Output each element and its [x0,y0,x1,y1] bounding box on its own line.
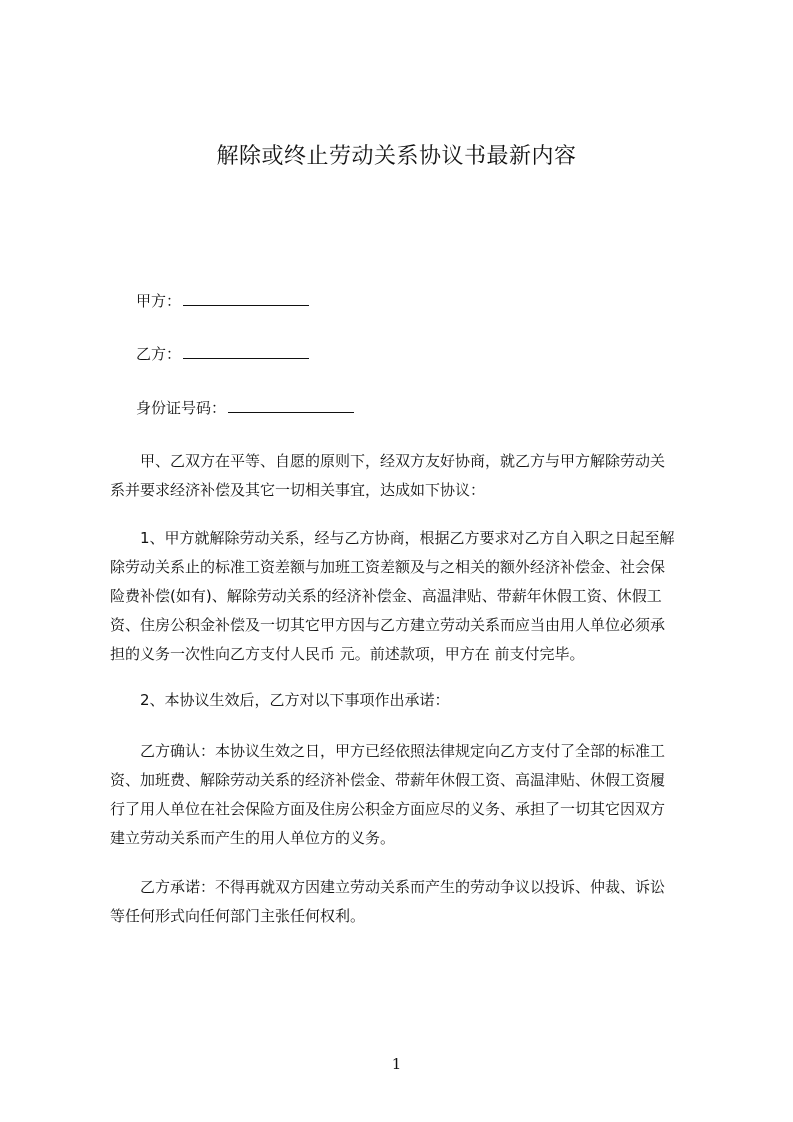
paragraph-line: 系并要求经济补偿及其它一切相关事宜，达成如下协议： [110,481,486,499]
paragraph-line: 乙方承诺：不得再就双方因建立劳动关系而产生的劳动争议以投诉、仲裁、诉讼 [110,878,666,896]
party-a-blank-line [183,291,309,306]
paragraph-line: 等任何形式向任何部门主张任何权利。 [110,907,366,925]
confirmation-paragraph [110,737,710,853]
party-b-field [136,343,309,365]
document-title: 解除或终止劳动关系协议书最新内容 [216,144,577,169]
party-a-label: 甲方： [136,292,182,310]
commitment-paragraph [110,873,710,931]
paragraph-line: 甲、乙双方在平等、自愿的原则下，经双方友好协商，就乙方与甲方解除劳动关 [110,452,666,470]
id-number-field [136,397,354,419]
id-number-label: 身份证号码： [136,399,227,417]
paragraph-line: 乙方确认：本协议生效之日，甲方已经依照法律规定向乙方支付了全部的标准工 [110,742,666,760]
party-b-blank-line [183,344,309,359]
paragraph-line: 2、本协议生效后，乙方对以下事项作出承诺： [110,691,450,709]
clause-1-paragraph [110,524,710,669]
paragraph-line: 资、住房公积金补偿及一切其它甲方因与乙方建立劳动关系而应当由用人单位必须承 [110,616,666,634]
paragraph-line: 担的义务一次性向乙方支付人民币 元。前述款项，甲方在 前支付完毕。 [110,645,585,663]
party-b-label: 乙方： [136,345,182,363]
paragraph-line: 资、加班费、解除劳动关系的经济补偿金、带薪年休假工资、高温津贴、休假工资履 [110,771,666,789]
paragraph-line: 除劳动关系止的标准工资差额与加班工资差额及与之相关的额外经济补偿金、社会保 [110,558,666,576]
clause-2-paragraph [110,686,710,715]
paragraph-line: 险费补偿(如有)、解除劳动关系的经济补偿金、高温津贴、带薪年休假工资、休假工 [110,587,662,605]
page-number: 1 [391,1055,402,1073]
paragraph-line: 行了用人单位在社会保险方面及住房公积金方面应尽的义务、承担了一切其它因双方 [110,800,666,818]
paragraph-line: 建立劳动关系而产生的用人单位方的义务。 [110,829,396,847]
party-a-field [136,290,309,312]
intro-paragraph [110,447,710,505]
id-number-blank-line [228,398,354,413]
paragraph-line: 1、甲方就解除劳动关系，经与乙方协商，根据乙方要求对乙方自入职之日起至解 [110,529,675,547]
